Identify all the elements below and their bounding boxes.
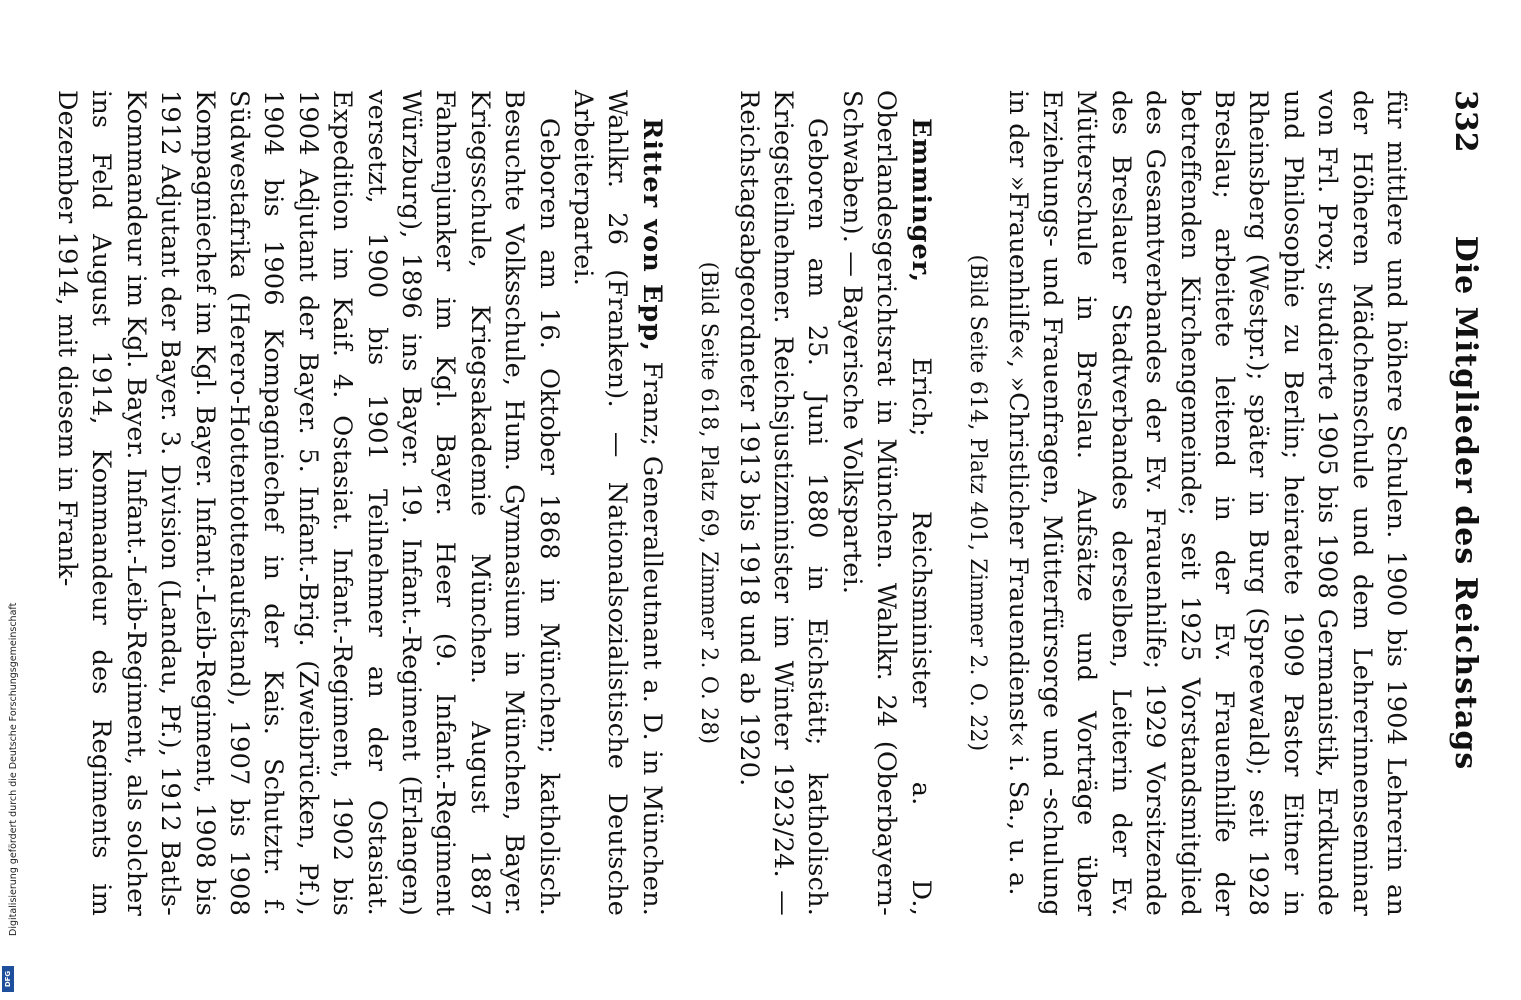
entry-text: Franz; Generalleutnant a. D. in München. Wahlkr. 26 (Franken). — Nationalsozialistische Deutsche Arbeiterpartei. [568, 90, 667, 916]
digitization-credit [0, 0, 19, 1000]
credit-text: Digitalisierung gefördert durch die Deutsche Forschungsgemeinschaft [8, 602, 19, 936]
page-header [1443, 90, 1483, 916]
entry-reference: (Bild Seite 614, Platz 401, Zimmer 2. O. 22) [965, 254, 991, 752]
dfg-logo-label: DFG [4, 970, 12, 988]
member-name: Emminger, [905, 118, 936, 284]
entry-biography: Geboren am 25. Juni 1880 in Eichstätt; katholisch. Kriegsteilnehmer. Reichsjustizminister im Winter 1923/24. — Reichstagsabgeordneter 1913 bis 1918 und ab 1920. [733, 90, 833, 916]
entry-biography: Geboren am 16. Oktober 1868 in München; katholisch. Besuchte Volksschule, Hum. Gymnasium in München, Bayer. Kriegsschule, Kriegsakademie München. August 1887 Fahnenjunker im Kgl. Bayer. Heer (9. Infant.-Regiment Würzburg), 1896 ins Bayer. 19. Infant.-Regiment (Erlangen) versetzt, 1900 bis 1901 Teilnehmer an der Ostasiat. Expedition im Kaif. 4. Ostasiat. Infant.-Regiment, 1902 bis 1904 Adjutant der Bayer. 5. Infant.-Brig. (Zweibrücken, Pf.), 1904 bis 1906 Kompagniechef in der Kais. Schutztr. f. Südwestafrika (Herero-Hottentottenaufstand), 1907 bis 1908 Kompagniechef im Kgl. Bayer. Infant.-Leib-Regiment, 1908 bis 1912 Adjutant der Bayer. 3. Division (Landau, Pf.), 1912 Batls-Kommandeur im Kgl. Bayer. Infant.-Leib-Regiment, als solcher ins Feld August 1914, Kommandeur des Regiments im Dezember 1914, mit diesem in Frank- [51, 90, 564, 916]
page-number: 332 [1448, 90, 1483, 153]
entry-emminger [691, 90, 938, 916]
text-column [50, 90, 1413, 916]
entry-heading [835, 90, 938, 916]
entry-text: für mittlere und höhere Schulen. 1900 bis 1904 Lehrerin an der Höheren Mädchenschule und dem Lehrerinnenseminar von Frl. Prox; studierte 1905 bis 1908 Germanistik, Erdkunde und Philosophie zu Berlin; heiratete 1909 Pastor Eitner in Rheinsberg (Westpr.); später in Burg (Spreewald); seit 1928 Breslau; arbeitete leitend in der Ev. Frauenhilfe der betreffenden Kirchengemeinde; seit 1925 Vorstandsmitglied des Gesamtverbandes der Ev. Frauenhilfe; 1929 Vorsitzende des Breslauer Stadtverbandes derselben, Leiterin der Ev. Mütterschule in Breslau. Aufsätze und Vorträge über Erziehungs- und Frauenfragen, Mütterfürsorge und -schulung in der »Frauenhilfe«, »Christlicher Frauendienst« i. Sa., u. a. [1002, 90, 1411, 916]
entry-text: Erich; Reichsminister a. D., Oberlandesgerichtsrat in München. Wahlkr. 24 (Oberbayern-Schwaben). — Bayerische Volkspartei. [836, 90, 936, 916]
entry-eitner-continued [960, 90, 1413, 916]
running-title: Die Mitglieder des Reichstags [1448, 235, 1483, 771]
dfg-logo-icon [2, 966, 14, 992]
member-name: Ritter von Epp, [636, 118, 667, 352]
entry-heading [566, 90, 669, 916]
entry-reference: (Bild Seite 618, Platz 69, Zimmer 2. O. 28) [696, 261, 722, 745]
entry-epp [50, 90, 669, 916]
